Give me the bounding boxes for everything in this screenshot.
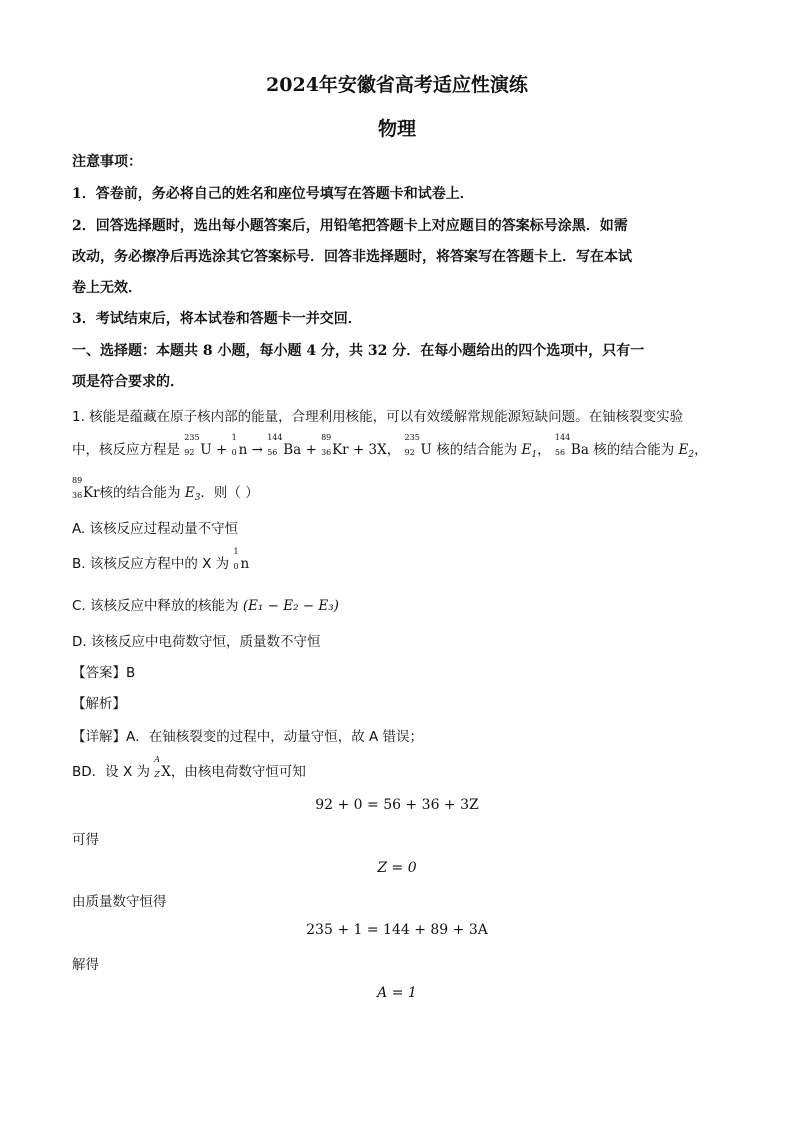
reaction-arrow: → [251,442,263,458]
e1-subscript: 1 [531,450,538,460]
option-c-expression: (E₁ − E₂ − E₃) [242,598,339,614]
x-symbol: X [161,764,171,780]
analysis-label: 【解析】 [72,696,126,712]
isotope-neutron [231,433,248,458]
kr-mass-number: 89 [321,433,332,442]
energy-e2 [679,442,695,458]
equation-mass: 235 + 1 = 144 + 89 + 3A [306,922,488,938]
bd-suffix: ，由核电荷数守恒可知 [170,764,306,780]
ba-symbol: Ba [283,442,302,458]
exam-title: 2024年安徽省高考适应性演练 [266,74,528,96]
isotope-u235 [184,433,212,458]
detail-line-a: 【详解】A．在铀核裂变的过程中，动量守恒，故 A 错误； [72,729,424,745]
equation-z: Z = 0 [377,860,417,876]
kr-charge-number: 36 [72,491,83,500]
option-b-text: B. 该核反应方程中的 X 为 [72,556,230,572]
nuclear-equation [184,433,387,458]
equation-a: A = 1 [377,985,417,1001]
n-mass-number: 1 [231,433,237,442]
equation-tail: + 3X [352,442,387,458]
result-label-1: 可得 [72,832,99,848]
mass-conservation-label: 由质量数守恒得 [72,894,167,910]
e2-symbol: E [678,442,689,458]
isotope-kr89 [321,433,349,458]
answer-label: 【答案】B [72,665,136,681]
ba-mass-number: 144 [554,433,571,442]
ba-charge-number: 56 [554,448,566,457]
e3-subscript: 3 [194,493,201,503]
kr-charge-number: 36 [321,448,332,457]
binding-energy-label-ba: 核的结合能为 [593,442,675,458]
u-charge-number: 92 [184,448,195,457]
comma: ， [694,442,708,458]
section-heading-line-2: 项是符合要求的． [72,374,184,390]
isotope-ba144-ref [554,433,589,458]
option-a: A. 该核反应过程动量不守恒 [72,521,239,537]
b-n-charge-number: 0 [233,562,239,571]
option-c [72,594,339,614]
equation-charge: 92 + 0 = 56 + 36 + 3Z [315,797,479,813]
question-1-stem-line-2 [72,433,708,460]
isotope-ba144 [267,433,302,458]
question-1-stem-line-3 [72,476,259,503]
x-charge-number: Z [154,770,160,779]
plus-sign: + [215,442,228,458]
detail-line-bd [72,755,306,780]
n-symbol: n [238,442,248,458]
notice-item-3: 3．考试结束后，将本试卷和答题卡一并交回． [72,311,362,327]
option-b [72,547,250,572]
x-mass-number: A [154,755,161,764]
section-heading-line-1: 一、选择题：本题共 8 小题，每小题 4 分，共 32 分．在每小题给出的四个选项中，只有一 [72,343,645,359]
binding-energy-label-u: 核的结合能为 [436,442,518,458]
n-charge-number: 0 [231,448,237,457]
isotope-kr89-ref [72,476,100,501]
u-symbol: U [200,442,212,458]
e1-symbol: E [521,442,532,458]
u-symbol: U [420,442,432,458]
binding-energy-label-kr: 核的结合能为 [99,485,181,501]
u-charge-number: 92 [404,448,415,457]
ba-charge-number: 56 [267,448,278,457]
comma: ， [537,442,551,458]
notice-item-2-line-1: 2．回答选择题时，选出每小题答案后，用铅笔把答题卡上对应题目的答案标号涂黑．如需 [72,218,628,234]
result-label-2: 解得 [72,957,99,973]
b-n-symbol: n [240,556,250,572]
comma: ， [386,442,401,458]
bd-prefix: BD．设 X 为 [72,764,150,780]
subject-title: 物理 [377,118,416,140]
stem-prefix: 中，核反应方程是 [72,442,180,458]
u-mass-number: 235 [184,433,200,442]
b-n-mass-number: 1 [233,547,239,556]
question-ending: ．则（ ） [200,485,259,501]
e3-symbol: E [184,485,195,501]
ba-symbol: Ba [570,442,589,458]
notice-item-1: 1．答卷前，务必将自己的姓名和座位号填写在答题卡和试卷上． [72,186,474,202]
energy-e1 [522,442,538,458]
kr-mass-number: 89 [72,476,83,485]
plus-sign: + [305,442,317,458]
kr-symbol: Kr [83,485,100,501]
energy-e3 [185,485,201,501]
isotope-u235-ref [404,433,432,458]
notice-item-2-line-3: 卷上无效． [72,280,142,296]
isotope-x [154,755,171,780]
option-c-text: C. 该核反应中释放的核能为 [72,598,239,614]
option-b-neutron [233,547,250,572]
notice-item-2-line-2: 改动，务必擦净后再选涂其它答案标号．回答非选择题时，将答案写在答题卡上．写在本试 [72,249,632,265]
notice-heading: 注意事项： [72,154,142,170]
e2-subscript: 2 [688,450,695,460]
question-1-stem-line-1: 1. 核能是蕴藏在原子核内部的能量，合理利用核能，可以有效缓解常规能源短缺问题。在铀核裂变实验 [72,409,684,425]
u-mass-number: 235 [404,433,420,442]
option-d: D. 该核反应中电荷数守恒，质量数不守恒 [72,634,321,650]
ba-mass-number: 144 [267,433,283,442]
kr-symbol: Kr [332,442,349,458]
